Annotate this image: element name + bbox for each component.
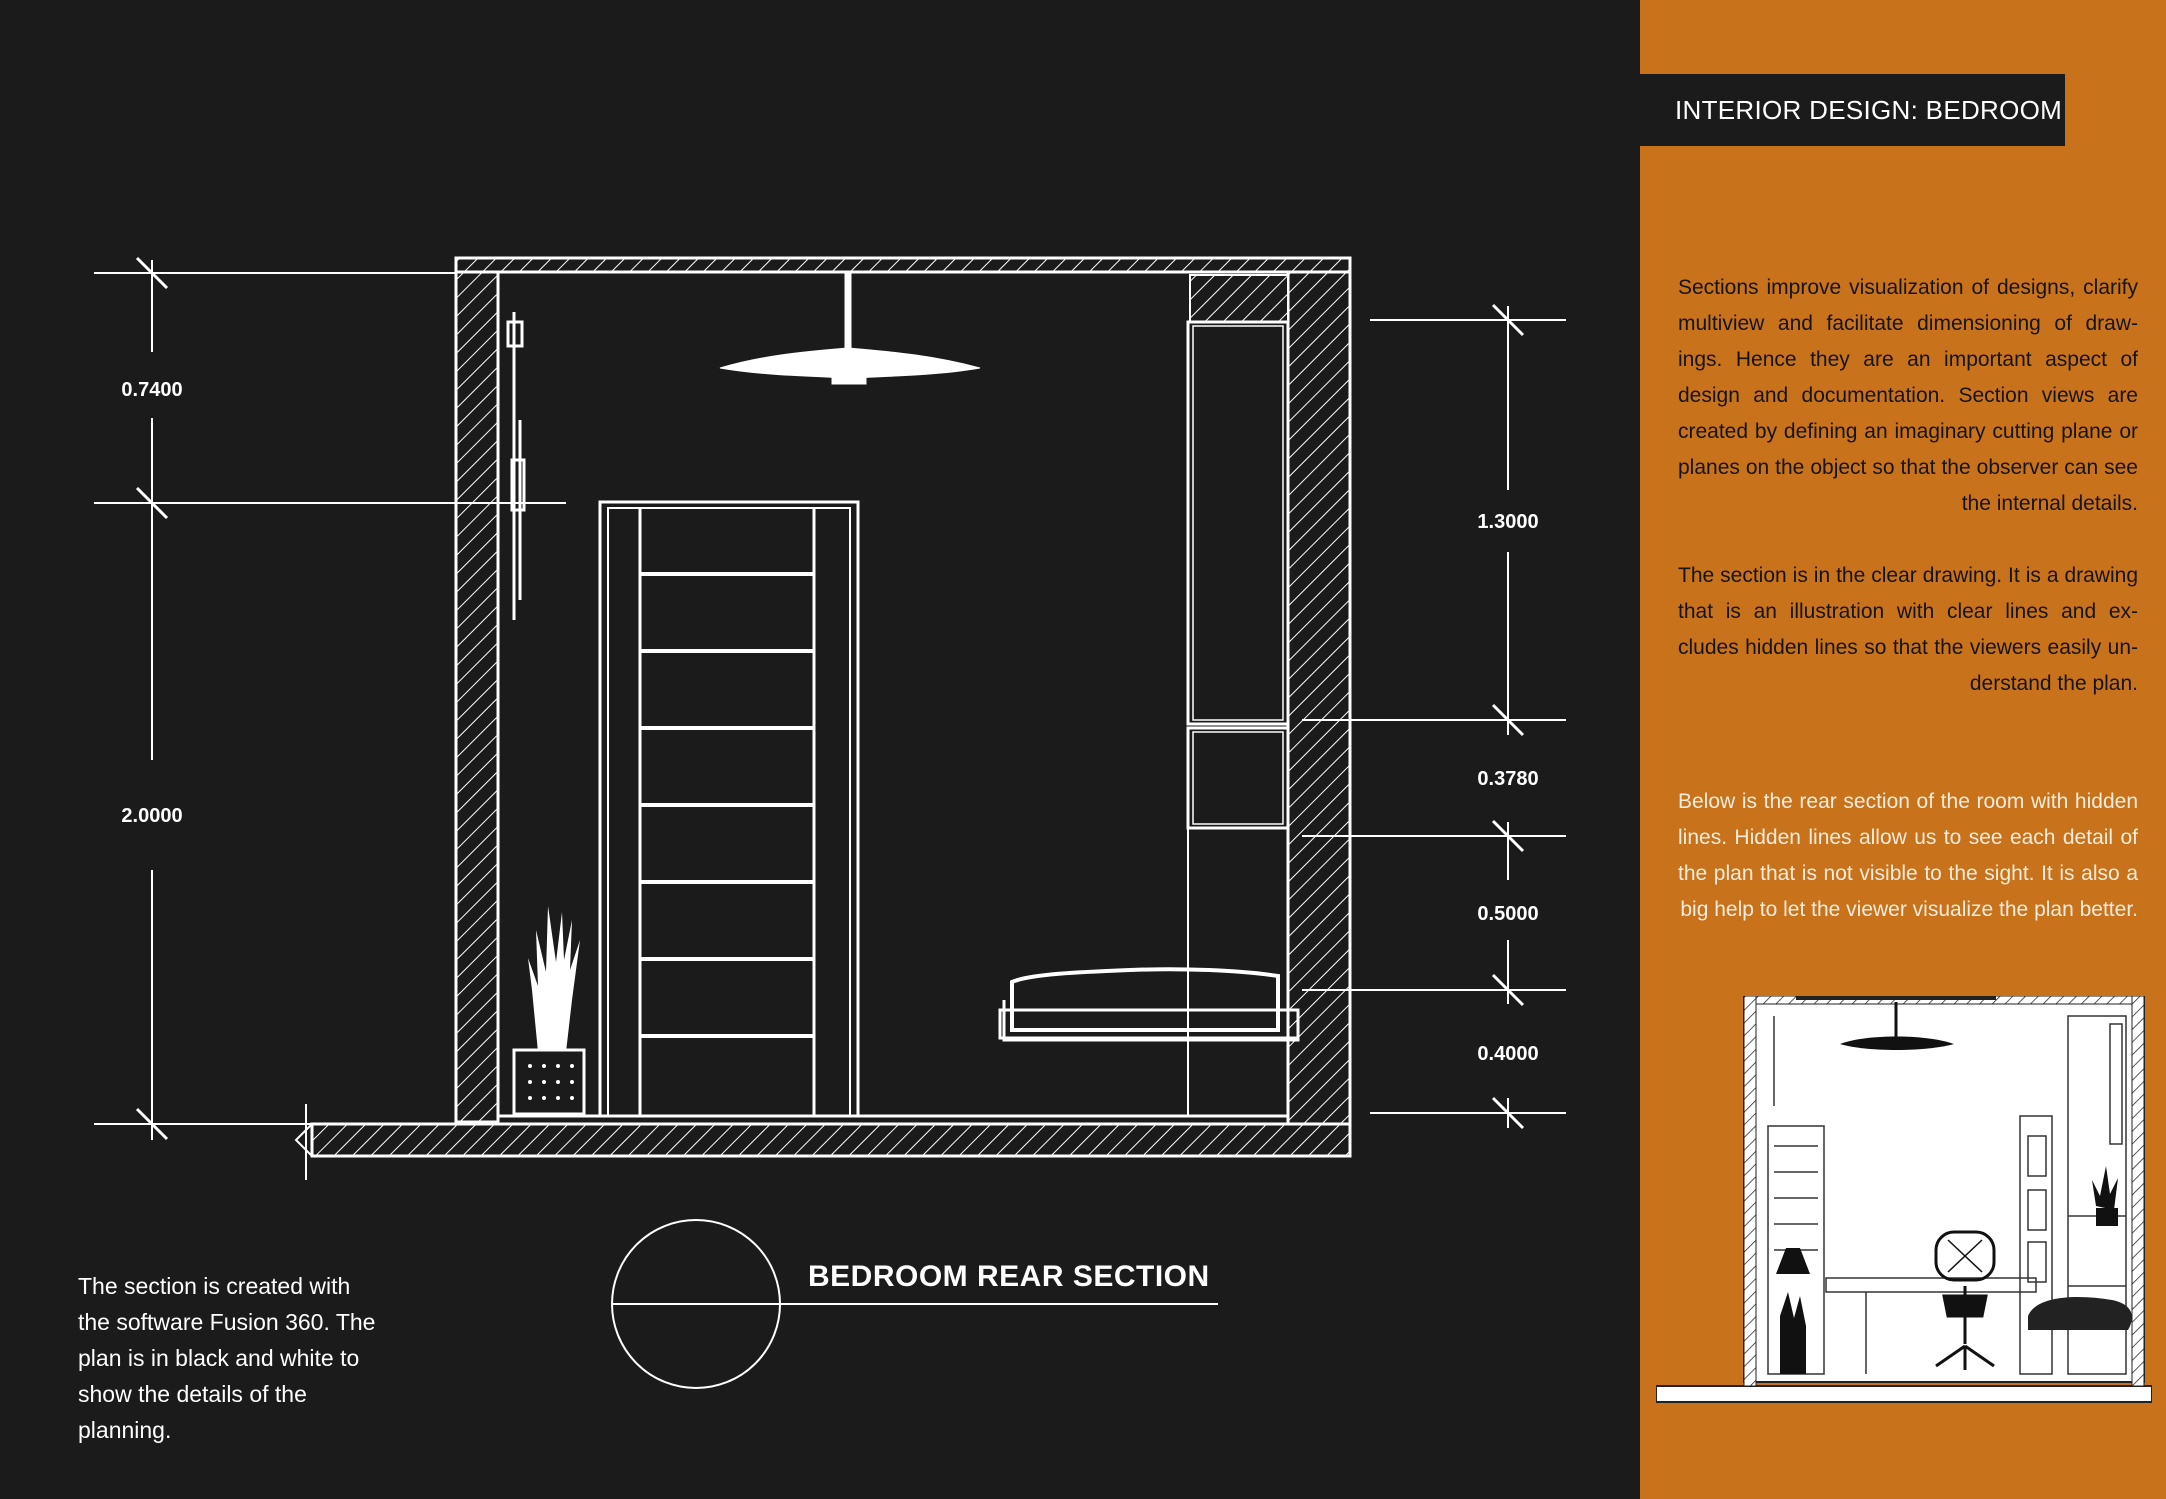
ceiling-slab <box>456 258 1350 272</box>
description-paragraph: Below is the rear section of the room with hidden lines. Hidden lines allow us to see each detail of the plan that is not visible to the sight. It is also a big help to let the viewer visualize the plan better. <box>1678 790 2138 921</box>
bed <box>1000 969 1298 1040</box>
info-panel <box>1640 0 2166 1499</box>
description-paragraph: Sections improve visualization of designs, clarify multiview and facilitate dimensioning of draw-ings. Hence they are an important aspect of design and documentation. Section views are created by defining an imaginary cutting plane or planes on the object so that the observer can see the internal details. <box>1678 276 2138 515</box>
door-unit <box>600 502 858 1116</box>
ceiling-light-icon <box>720 272 980 384</box>
dimension-label: 0.7400 <box>121 379 183 401</box>
plant-icon <box>514 906 584 1114</box>
hidden-lines-preview-image <box>1656 996 2152 1406</box>
section-title: BEDROOM REAR SECTION <box>808 1260 1210 1293</box>
break-symbol <box>296 1104 312 1180</box>
wardrobe <box>1188 322 1288 1116</box>
corner-hatch <box>1190 275 1288 322</box>
dimension-label: 0.5000 <box>1477 903 1539 925</box>
dimension-label: 1.3000 <box>1477 511 1539 533</box>
floor-slab <box>312 1124 1350 1156</box>
left-wall <box>456 258 498 1122</box>
dimension-label: 0.3780 <box>1477 768 1539 790</box>
walls <box>312 258 1350 1156</box>
panel-title: INTERIOR DESIGN: BEDROOM <box>1640 74 2065 146</box>
description-paragraph: The section is in the clear drawing. It is a drawing that is an illustration with clear lines and ex-cludes hidden lines so that the viewers easily un-derstand the plan. <box>1678 564 2138 695</box>
drawing-caption: The section is created with the software Fusion 360. The plan is in black and white to show the details of the planning. <box>78 1273 376 1443</box>
dimension-label: 2.0000 <box>121 805 183 827</box>
section-symbol <box>612 1220 1218 1388</box>
dimension-label: 0.4000 <box>1477 1043 1539 1065</box>
wall-fixture <box>508 312 524 620</box>
